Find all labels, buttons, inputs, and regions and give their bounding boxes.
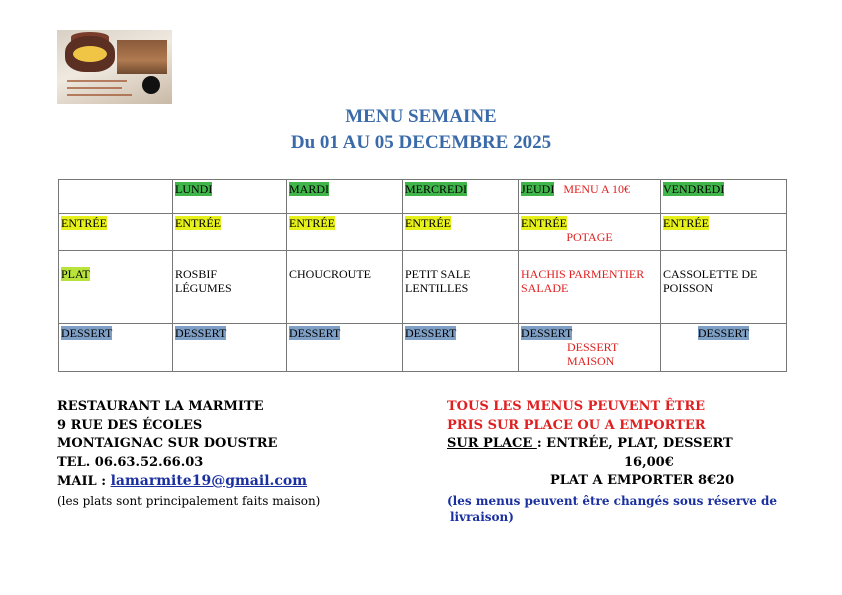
- restaurant-note: (les plats sont principalement faits maison): [57, 493, 321, 508]
- jeudi-entree-extra: POTAGE: [566, 230, 613, 244]
- social-icon: [142, 76, 160, 94]
- cell-plat-mercredi: PETIT SALE LENTILLES: [403, 251, 519, 324]
- table-row-plat: [59, 251, 787, 324]
- header-lundi: LUNDI: [173, 180, 287, 214]
- offer-line1: TOUS LES MENUS PEUVENT ÊTRE: [447, 399, 706, 414]
- sur-place-price: 16,00€: [624, 454, 674, 470]
- cell-dessert-vendredi: DESSERT: [661, 324, 787, 372]
- restaurant-street: 9 RUE DES ÉCOLES: [57, 417, 203, 433]
- restaurant-photo: [117, 40, 167, 74]
- offer-line2: PRIS SUR PLACE OU A EMPORTER: [447, 417, 706, 433]
- row-label-plat: PLAT: [59, 251, 173, 324]
- table-row-dessert: [59, 324, 787, 372]
- mail-link[interactable]: lamarmite19@gmail.com: [110, 473, 308, 489]
- cell-plat-vendredi: CASSOLETTE DE POISSON: [661, 251, 787, 324]
- menu-dates: Du 01 AU 05 DECEMBRE 2025: [290, 132, 552, 153]
- table-header-row: [59, 180, 787, 214]
- restaurant-logo: [57, 30, 172, 104]
- emporter-row: PLAT A EMPORTER 8€20: [550, 473, 735, 488]
- offer-info: [447, 398, 777, 525]
- cell-plat-lundi: ROSBIF LÉGUMES: [173, 251, 287, 324]
- restaurant-name: RESTAURANT LA MARMITE: [57, 399, 264, 414]
- restaurant-mail-row: MAIL : lamarmite19@gmail.com: [57, 473, 308, 489]
- header-jeudi: JEUDI MENU A 10€: [519, 180, 661, 214]
- menu-table: [58, 179, 787, 372]
- logo-text-line: [67, 94, 132, 96]
- cell-entree-jeudi: ENTRÉE POTAGE: [519, 214, 661, 251]
- menu-title: MENU SEMAINE: [345, 106, 497, 127]
- table-row-entree: [59, 214, 787, 251]
- row-label-dessert: DESSERT: [59, 324, 173, 372]
- logo-text-line: [67, 87, 122, 89]
- cell-entree-lundi: ENTRÉE: [173, 214, 287, 251]
- cell-entree-vendredi: ENTRÉE: [661, 214, 787, 251]
- restaurant-city: MONTAIGNAC SUR DOUSTRE: [57, 436, 278, 451]
- logo-text-line: [67, 80, 127, 82]
- restaurant-info: [57, 398, 320, 510]
- jeudi-dessert-extra-1: DESSERT: [567, 340, 619, 354]
- cell-entree-mercredi: ENTRÉE: [403, 214, 519, 251]
- restaurant-tel: TEL. 06.63.52.66.03: [57, 454, 204, 470]
- cell-plat-jeudi: HACHIS PARMENTIER SALADE: [519, 251, 661, 324]
- cell-plat-mardi: CHOUCROUTE: [287, 251, 403, 324]
- cell-dessert-mardi: DESSERT: [287, 324, 403, 372]
- sur-place-row: SUR PLACE : ENTRÉE, PLAT, DESSERT: [447, 436, 733, 451]
- header-vendredi: VENDREDI: [661, 180, 787, 214]
- cell-entree-mardi: ENTRÉE: [287, 214, 403, 251]
- row-label-entree: ENTRÉE: [59, 214, 173, 251]
- offer-note: (les menus peuvent être changés sous réserve de livraison): [447, 493, 778, 524]
- cell-dessert-jeudi: DESSERT DESSERT MAISON: [519, 324, 661, 372]
- cell-dessert-lundi: DESSERT: [173, 324, 287, 372]
- cell-dessert-mercredi: DESSERT: [403, 324, 519, 372]
- logo-badge: [73, 46, 107, 62]
- jeudi-special: MENU A 10€: [563, 182, 631, 196]
- header-empty-cell: [59, 180, 173, 214]
- jeudi-dessert-extra-2: MAISON: [567, 354, 615, 368]
- header-mercredi: MERCREDI: [403, 180, 519, 214]
- header-mardi: MARDI: [287, 180, 403, 214]
